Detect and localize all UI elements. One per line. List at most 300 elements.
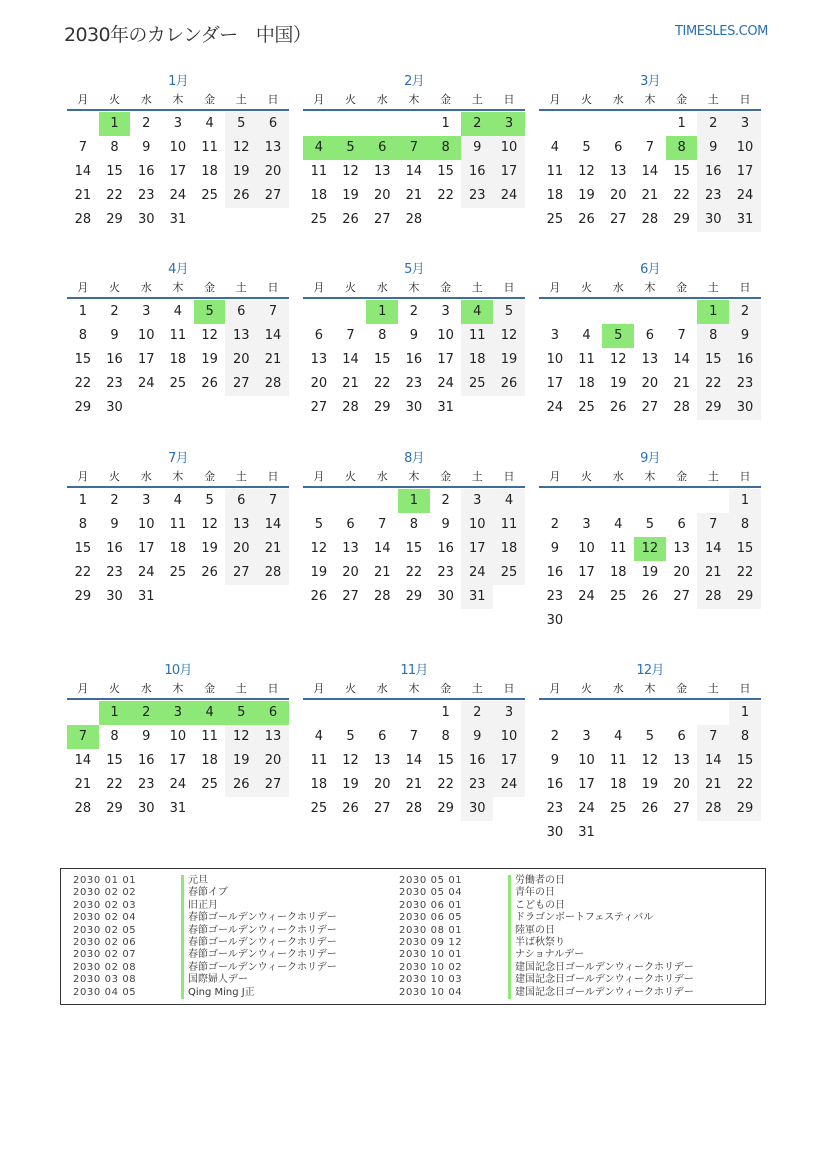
day-cell: 12	[201, 517, 218, 532]
day-cell: 4	[173, 304, 183, 319]
day-cell: 19	[641, 777, 659, 792]
day-cell: 7	[78, 140, 87, 155]
empty-cell	[602, 701, 634, 725]
month-block	[303, 261, 525, 420]
weekday-label: 水	[376, 470, 388, 483]
day-cell: 21	[673, 376, 690, 391]
day-cell: 12	[342, 164, 359, 179]
day-cell: 5	[582, 140, 591, 155]
empty-cell	[303, 112, 335, 136]
holiday-date: 2030 02 07	[73, 949, 137, 961]
day-cell: 16	[137, 164, 155, 179]
day-cell: 14	[257, 324, 289, 348]
day-cell: 16	[546, 565, 564, 580]
day-cell: 26	[310, 589, 328, 604]
day-cell: 30	[546, 825, 564, 840]
day-cell: 19	[201, 352, 218, 367]
day-cell: 6	[677, 517, 686, 532]
day-grid	[303, 300, 525, 420]
day-cell: 13	[673, 541, 690, 556]
weekday-label: 水	[376, 682, 388, 695]
day-cell: 29	[106, 801, 123, 816]
month-block	[539, 73, 761, 232]
day-cell: 5	[493, 300, 525, 324]
month-title: 7月	[168, 451, 188, 466]
weekday-label: 水	[612, 682, 624, 695]
day-cell: 26	[225, 184, 257, 208]
empty-cell	[602, 300, 634, 324]
day-cell: 8	[441, 729, 450, 744]
day-cell: 13	[342, 541, 359, 556]
day-cell: 12	[201, 328, 218, 343]
empty-cell	[602, 112, 634, 136]
weekday-label: 日	[503, 281, 515, 294]
day-cell: 19	[342, 188, 359, 203]
day-grid	[67, 701, 289, 821]
empty-cell	[666, 701, 698, 725]
day-cell: 27	[673, 589, 690, 604]
day-cell: 21	[697, 561, 729, 585]
day-cell: 25	[310, 801, 328, 816]
day-cell: 19	[225, 749, 257, 773]
day-cell: 24	[578, 801, 595, 816]
day-cell: 19	[609, 376, 627, 391]
day-cell: 31	[461, 585, 493, 609]
month-block	[539, 450, 761, 633]
day-cell: 29	[106, 212, 123, 227]
day-cell: 9	[729, 324, 761, 348]
day-cell: 28	[74, 212, 92, 227]
day-cell: 11	[609, 753, 627, 768]
holiday-name: 春節ゴールデンウィークホリデー	[181, 962, 337, 974]
day-cell: 17	[578, 777, 595, 792]
day-cell: 16	[697, 160, 729, 184]
day-cell: 3	[142, 493, 151, 508]
day-cell: 5	[645, 729, 655, 744]
day-cell: 17	[493, 160, 525, 184]
day-cell: 9	[142, 140, 151, 155]
day-cell: 13	[609, 164, 627, 179]
weekday-label: 木	[408, 281, 420, 294]
day-cell: 31	[137, 589, 155, 604]
day-cell: 21	[373, 565, 391, 580]
day-grid	[303, 701, 525, 821]
holiday-date: 2030 10 01	[399, 949, 463, 961]
empty-cell	[335, 300, 367, 324]
day-cell: 12	[225, 725, 257, 749]
day-cell: 4	[493, 489, 525, 513]
day-cell: 17	[169, 753, 187, 768]
weekday-label: 月	[313, 682, 325, 695]
day-cell: 6	[645, 328, 655, 343]
day-cell: 9	[441, 517, 450, 532]
day-cell: 10	[729, 136, 761, 160]
day-cell: 9	[697, 136, 729, 160]
weekday-label: 日	[739, 470, 751, 483]
day-cell: 10	[137, 517, 155, 532]
day-cell: 7	[378, 517, 387, 532]
day-cell: 23	[137, 777, 155, 792]
weekday-header	[539, 468, 761, 488]
day-cell: 21	[405, 188, 423, 203]
weekday-label: 金	[676, 281, 688, 294]
holiday-date: 2030 08 01	[399, 924, 463, 936]
weekday-label: 火	[345, 470, 357, 483]
day-cell: 23	[405, 376, 423, 391]
weekday-label: 金	[440, 470, 452, 483]
day-cell: 3	[441, 304, 450, 319]
day-cell: 15	[729, 749, 761, 773]
holiday-date: 2030 02 05	[73, 924, 137, 936]
day-cell: 12	[342, 753, 359, 768]
day-cell: 20	[673, 565, 690, 580]
empty-cell	[303, 489, 335, 513]
day-cell: 13	[373, 753, 391, 768]
day-grid	[539, 300, 761, 420]
day-cell: 20	[257, 749, 289, 773]
holiday-date: 2030 02 08	[73, 961, 137, 973]
empty-cell	[634, 300, 666, 324]
holiday-name: 国際婦人デー	[181, 974, 248, 986]
day-cell: 2	[697, 112, 729, 136]
weekday-header	[303, 468, 525, 488]
day-cell: 2	[550, 517, 559, 532]
weekday-label: 火	[109, 281, 121, 294]
day-cell: 11	[169, 328, 187, 343]
holiday-day-cell: 1	[398, 489, 430, 513]
day-cell: 9	[142, 729, 151, 744]
day-cell: 10	[169, 140, 187, 155]
day-cell: 24	[137, 376, 155, 391]
day-cell: 10	[493, 136, 525, 160]
holiday-name: 春節ゴールデンウィークホリデー	[181, 949, 337, 961]
weekday-label: 水	[612, 93, 624, 106]
month-title: 1月	[168, 74, 188, 89]
day-cell: 2	[729, 300, 761, 324]
day-cell: 31	[578, 825, 595, 840]
day-cell: 12	[225, 136, 257, 160]
holiday-day-cell: 4	[461, 300, 493, 324]
weekday-label: 水	[140, 682, 152, 695]
weekday-label: 金	[676, 470, 688, 483]
day-cell: 19	[342, 777, 359, 792]
day-cell: 23	[729, 372, 761, 396]
day-cell: 20	[641, 376, 659, 391]
holiday-day-cell: 12	[634, 537, 666, 561]
day-cell: 26	[342, 212, 359, 227]
month-block	[67, 662, 289, 821]
empty-cell	[398, 112, 430, 136]
holiday-day-cell: 1	[366, 300, 398, 324]
holiday-name: こどもの日	[508, 900, 565, 912]
day-cell: 30	[106, 589, 123, 604]
holiday-date: 2030 10 04	[399, 986, 463, 998]
day-cell: 14	[373, 541, 391, 556]
weekday-label: 月	[77, 281, 89, 294]
day-cell: 15	[74, 541, 92, 556]
empty-cell	[335, 112, 367, 136]
day-cell: 16	[437, 541, 454, 556]
day-cell: 17	[729, 160, 761, 184]
day-cell: 17	[137, 541, 155, 556]
weekday-label: 土	[707, 682, 719, 695]
day-cell: 14	[74, 164, 92, 179]
day-cell: 20	[342, 565, 359, 580]
day-cell: 26	[493, 372, 525, 396]
day-cell: 16	[137, 753, 155, 768]
day-cell: 21	[257, 348, 289, 372]
month-title: 2月	[404, 74, 424, 89]
weekday-label: 火	[345, 93, 357, 106]
holiday-day-cell: 5	[225, 701, 257, 725]
day-cell: 22	[373, 376, 391, 391]
day-cell: 25	[609, 801, 627, 816]
day-cell: 19	[225, 160, 257, 184]
day-cell: 28	[257, 372, 289, 396]
day-cell: 24	[546, 400, 564, 415]
weekday-label: 水	[140, 93, 152, 106]
day-cell: 9	[110, 517, 119, 532]
day-cell: 27	[673, 801, 690, 816]
day-cell: 10	[437, 328, 454, 343]
weekday-label: 火	[345, 281, 357, 294]
day-cell: 28	[342, 400, 359, 415]
day-cell: 25	[201, 777, 218, 792]
weekday-label: 火	[109, 470, 121, 483]
weekday-label: 木	[644, 93, 656, 106]
day-cell: 21	[342, 376, 359, 391]
day-cell: 24	[729, 184, 761, 208]
day-cell: 21	[641, 188, 659, 203]
day-cell: 16	[405, 352, 423, 367]
day-cell: 4	[614, 517, 623, 532]
weekday-header	[67, 279, 289, 299]
day-cell: 22	[437, 777, 454, 792]
holiday-name: ナショナルデー	[508, 949, 584, 961]
day-cell: 19	[493, 348, 525, 372]
day-cell: 8	[378, 328, 387, 343]
month-title: 5月	[404, 262, 424, 277]
weekday-label: 土	[471, 470, 483, 483]
weekday-label: 土	[235, 281, 247, 294]
day-cell: 9	[461, 725, 493, 749]
empty-cell	[366, 701, 398, 725]
day-cell: 7	[645, 140, 655, 155]
month-title: 3月	[640, 74, 660, 89]
day-cell: 12	[310, 541, 328, 556]
holiday-name: 春節イブ	[181, 887, 228, 899]
day-cell: 7	[677, 328, 686, 343]
day-cell: 3	[582, 729, 591, 744]
day-cell: 26	[641, 589, 659, 604]
day-cell: 13	[225, 324, 257, 348]
page-title: 2030年のカレンダー 中国）	[64, 24, 312, 46]
day-cell: 11	[201, 729, 218, 744]
weekday-header	[539, 91, 761, 111]
day-cell: 22	[729, 773, 761, 797]
holiday-day-cell: 4	[194, 701, 226, 725]
day-cell: 30	[137, 212, 155, 227]
weekday-label: 土	[471, 682, 483, 695]
empty-cell	[697, 701, 729, 725]
weekday-header	[539, 680, 761, 700]
empty-cell	[634, 112, 666, 136]
holiday-day-cell: 5	[335, 136, 367, 160]
day-cell: 22	[74, 376, 92, 391]
empty-cell	[539, 489, 571, 513]
day-cell: 10	[578, 541, 595, 556]
day-cell: 12	[493, 324, 525, 348]
weekday-label: 火	[581, 682, 593, 695]
day-cell: 16	[461, 749, 493, 773]
day-cell: 11	[169, 517, 187, 532]
day-cell: 18	[609, 777, 627, 792]
day-cell: 10	[461, 513, 493, 537]
day-cell: 4	[614, 729, 623, 744]
day-cell: 24	[169, 777, 187, 792]
day-cell: 12	[641, 753, 659, 768]
day-cell: 22	[729, 561, 761, 585]
day-cell: 29	[729, 585, 761, 609]
month-title: 4月	[168, 262, 188, 277]
day-cell: 22	[74, 565, 92, 580]
weekday-label: 金	[204, 682, 216, 695]
holiday-name: 建国記念日ゴールデンウィークホリデー	[508, 962, 694, 974]
month-block	[303, 662, 525, 821]
empty-cell	[335, 489, 367, 513]
holiday-date: 2030 10 03	[399, 974, 463, 986]
day-cell: 15	[373, 352, 391, 367]
day-cell: 11	[310, 753, 328, 768]
day-cell: 26	[342, 801, 359, 816]
day-cell: 13	[641, 352, 659, 367]
brand-link[interactable]: TIMESLES.COM	[674, 24, 768, 39]
day-cell: 1	[441, 116, 450, 131]
day-cell: 24	[137, 565, 155, 580]
day-cell: 24	[169, 188, 187, 203]
weekday-label: 日	[739, 281, 751, 294]
holiday-name: 建国記念日ゴールデンウィークホリデー	[508, 987, 694, 999]
holiday-name: 春節ゴールデンウィークホリデー	[181, 925, 337, 937]
day-cell: 11	[310, 164, 328, 179]
day-cell: 3	[493, 701, 525, 725]
empty-cell	[366, 489, 398, 513]
day-grid	[67, 300, 289, 420]
weekday-label: 日	[267, 470, 279, 483]
day-cell: 9	[409, 328, 419, 343]
day-cell: 11	[546, 164, 564, 179]
day-cell: 3	[173, 116, 183, 131]
month-title: 6月	[640, 262, 660, 277]
day-cell: 6	[346, 517, 355, 532]
day-cell: 23	[546, 801, 564, 816]
holiday-name: 半ば秋祭り	[508, 937, 565, 949]
weekday-label: 金	[440, 93, 452, 106]
day-cell: 29	[373, 400, 391, 415]
day-cell: 2	[461, 701, 493, 725]
weekday-label: 木	[172, 682, 184, 695]
day-cell: 24	[578, 589, 595, 604]
weekday-label: 水	[140, 470, 152, 483]
day-cell: 3	[461, 489, 493, 513]
day-cell: 26	[609, 400, 627, 415]
empty-cell	[366, 112, 398, 136]
day-cell: 23	[137, 188, 155, 203]
weekday-label: 土	[707, 93, 719, 106]
day-cell: 10	[578, 753, 595, 768]
weekday-label: 木	[408, 682, 420, 695]
day-cell: 8	[78, 517, 87, 532]
day-cell: 24	[493, 184, 525, 208]
holiday-date: 2030 03 08	[73, 974, 137, 986]
empty-cell	[539, 701, 571, 725]
day-cell: 18	[461, 348, 493, 372]
month-title: 11月	[400, 663, 428, 678]
holiday-date: 2030 02 06	[73, 936, 137, 948]
day-cell: 11	[493, 513, 525, 537]
day-cell: 18	[609, 565, 627, 580]
day-cell: 7	[697, 725, 729, 749]
weekday-label: 日	[267, 682, 279, 695]
holiday-date: 2030 09 12	[399, 936, 463, 948]
empty-cell	[571, 300, 603, 324]
weekday-header	[303, 680, 525, 700]
day-cell: 30	[697, 208, 729, 232]
day-cell: 29	[697, 396, 729, 420]
day-cell: 20	[257, 160, 289, 184]
day-cell: 7	[346, 328, 355, 343]
day-cell: 9	[550, 541, 559, 556]
holiday-date: 2030 02 04	[73, 912, 137, 924]
day-cell: 21	[74, 777, 92, 792]
holiday-day-cell: 5	[194, 300, 226, 324]
weekday-label: 木	[644, 682, 656, 695]
day-cell: 30	[405, 400, 423, 415]
holiday-legend	[60, 868, 766, 1005]
day-cell: 8	[110, 729, 119, 744]
weekday-label: 火	[109, 93, 121, 106]
day-cell: 31	[729, 208, 761, 232]
weekday-label: 土	[235, 682, 247, 695]
day-cell: 14	[641, 164, 659, 179]
day-cell: 14	[697, 537, 729, 561]
day-cell: 21	[405, 777, 423, 792]
weekday-label: 金	[204, 470, 216, 483]
day-cell: 20	[225, 537, 257, 561]
holiday-day-cell: 8	[430, 136, 462, 160]
day-cell: 23	[106, 376, 123, 391]
holiday-date: 2030 04 05	[73, 986, 137, 998]
day-cell: 28	[373, 589, 391, 604]
weekday-label: 木	[644, 470, 656, 483]
weekday-label: 金	[204, 93, 216, 106]
month-block	[539, 662, 761, 845]
day-cell: 25	[461, 372, 493, 396]
weekday-label: 月	[313, 281, 325, 294]
day-cell: 22	[437, 188, 454, 203]
day-cell: 15	[106, 164, 123, 179]
day-cell: 5	[346, 729, 355, 744]
day-cell: 17	[546, 376, 564, 391]
empty-cell	[398, 701, 430, 725]
day-cell: 18	[493, 537, 525, 561]
empty-cell	[303, 701, 335, 725]
holiday-day-cell: 2	[461, 112, 493, 136]
day-cell: 3	[582, 517, 591, 532]
day-cell: 30	[461, 797, 493, 821]
day-cell: 27	[373, 801, 391, 816]
day-cell: 17	[437, 352, 454, 367]
